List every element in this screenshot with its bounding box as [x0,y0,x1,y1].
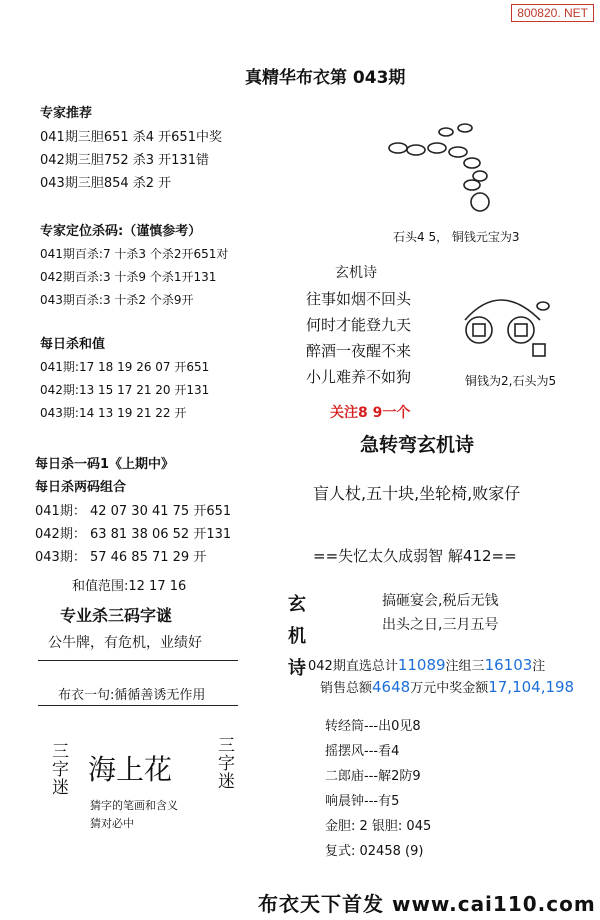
xuanji-side-char: 诗 [288,658,306,679]
riddle-note: 猜字的笔画和含义 [90,799,178,812]
stats-value: 16103 [484,656,533,674]
sales-stats-line1 [308,655,545,674]
stats-label: 042期直选总计 [308,659,398,674]
daily-kill-line: 041期： 42 07 30 41 75 开651 [35,504,232,519]
xuanji-side-char: 机 [288,626,306,647]
riddle-box-heading: 专业杀三码字谜 [60,606,173,625]
stats-value: 11089 [397,656,446,674]
hint-line: 响晨钟---有5 [325,794,400,809]
xuanji-poem-line: 往事如烟不回头 [306,290,412,308]
xuanji-poem-line: 小儿难养不如狗 [306,368,412,386]
daily-sum-line: 041期:17 18 19 26 07 开651 [40,360,210,374]
daily-sum-heading: 每日杀和值 [40,337,106,352]
hint-line: 金胆: 2 银胆: 045 [325,819,432,834]
stats-label: 万元中奖金额 [410,681,489,696]
divider [38,705,238,706]
hint-line: 摇摆风---看4 [325,744,400,759]
daily-sum-line: 043期:14 13 19 21 22 开 [40,406,187,420]
divider [38,660,238,661]
hint-line: 二郎庙---解2防9 [325,769,421,784]
sales-stats-line2 [320,677,574,696]
three-char-riddle-right: 三字迷 [214,736,234,790]
riddle-note: 猜对必中 [90,817,134,830]
daily-kill-line: 042期： 63 81 38 06 52 开131 [35,527,232,542]
expert-recommend-line: 042期三胆752 杀3 开131错 [40,153,209,168]
sharp-turn-heading: 急转弯玄机诗 [360,434,475,456]
xuanji-poem-line: 何时才能登九天 [306,316,412,334]
coins-ingots-illustration [380,118,510,218]
daily-kill-heading: 每日杀一码1《上期中》 [35,457,175,472]
sum-range: 和值范围:12 17 16 [72,579,187,594]
stats-value: 4648 [372,678,411,696]
xuanji-side-char: 玄 [288,594,306,615]
riddle-main: 海上花 [88,753,173,786]
expert-recommend-line: 043期三胆854 杀2 开 [40,176,172,191]
coins-string-illustration [455,280,555,365]
expert-position-line: 043期百杀:3 十杀2 个杀9开 [40,293,194,307]
hint-line: 复式: 02458 (9) [325,844,424,859]
amnesia-riddle: ==失忆太久成弱智 解412== [313,547,517,565]
stats-label: 注 [532,659,546,674]
daily-kill-line: 043期： 57 46 85 71 29 开 [35,550,207,565]
stats-value: 17,104,198 [488,678,575,696]
daily-kill-two-heading: 每日杀两码组合 [35,480,127,495]
page-title: 真精华布衣第 043期 [245,68,406,88]
image-caption: 石头4 5， 铜钱元宝为3 [393,230,520,244]
riddle-box-text: 公牛牌，有危机，业绩好 [48,635,202,651]
three-char-riddle-left: 三字迷 [48,742,68,796]
sharp-turn-text: 盲人杖,五十块,坐轮椅,败家仔 [313,484,521,503]
expert-recommend-heading: 专家推荐 [40,106,93,121]
expert-recommend-line: 041期三胆651 杀4 开651中奖 [40,130,222,145]
expert-position-line: 041期百杀:7 十杀3 个杀2开651对 [40,247,229,261]
footer-banner: 布衣天下首发 www.cai110.com [258,892,596,916]
focus-numbers: 关注8 9一个 [330,405,411,421]
xuanji-poem-line: 醉酒一夜醒不来 [306,342,412,360]
buyi-saying: 布衣一句:循循善诱无作用 [58,688,206,703]
expert-position-line: 042期百杀:3 十杀9 个杀1开131 [40,270,217,284]
image-caption: 铜钱为2,石头为5 [465,374,557,388]
stats-label: 销售总额 [320,681,373,696]
hint-line: 转经筒---出0见8 [325,719,421,734]
xuanji-side-line: 出头之日,三月五号 [382,617,499,633]
site-watermark: 800820. NET [511,4,594,22]
expert-position-heading: 专家定位杀码:（谨慎参考） [40,224,202,239]
xuanji-poem-heading: 玄机诗 [335,265,377,281]
daily-sum-line: 042期:13 15 17 21 20 开131 [40,383,210,397]
xuanji-side-line: 搞砸宴会,税后无钱 [382,593,499,609]
stats-label: 注组三 [445,659,485,674]
